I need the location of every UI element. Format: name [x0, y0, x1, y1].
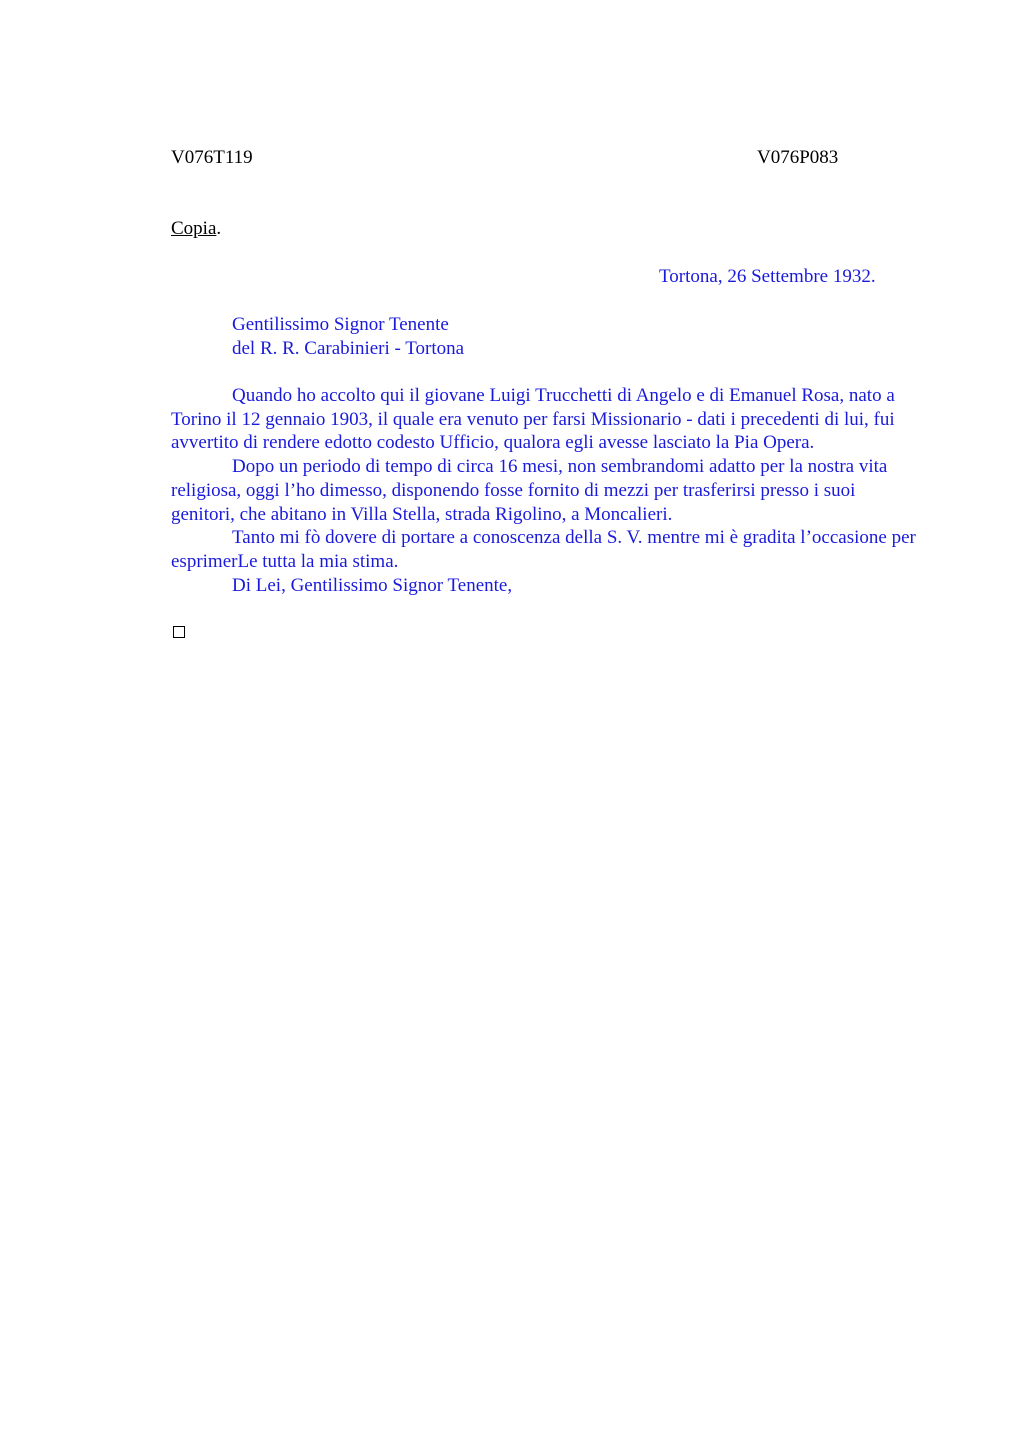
- letter-date: Tortona, 26 Settembre 1932.: [659, 266, 876, 287]
- copy-label: [171, 218, 221, 240]
- address-line-2: del R. R. Carabinieri - Tortona: [232, 338, 465, 359]
- body-paragraph-1: Quando ho accolto qui il giovane Luigi Trucchetti di Angelo e di Emanuel Rosa, nato a Torino il 12 gennaio 1903, il quale era venuto per farsi Missionario - dati i precedenti di lui, fui avvertito di rendere edotto codesto Ufficio, qualora egli avesse lasciato la Pia Opera.: [171, 385, 895, 454]
- empty-square-icon: [173, 626, 185, 638]
- copy-label-punct: .: [216, 218, 222, 239]
- letter-address: [232, 313, 464, 361]
- document-code-left: V076T119: [171, 147, 253, 168]
- body-paragraph-4: Di Lei, Gentilissimo Signor Tenente,: [232, 574, 513, 596]
- body-paragraph-3: Tanto mi fò dovere di portare a conoscenza della S. V. mentre mi è gradita l’occasione per esprimerLe tutta la mia stima.: [171, 527, 916, 572]
- address-line-1: Gentilissimo Signor Tenente: [232, 314, 449, 335]
- document-code-right: V076P083: [757, 147, 839, 168]
- letter-body: [171, 384, 916, 597]
- body-paragraph-2: Dopo un periodo di tempo di circa 16 mesi, non sembrandomi adatto per la nostra vita religiosa, oggi l’ho dimesso, disponendo fosse fornito di mezzi per trasferirsi presso i suoi genitori, che abitano in Villa Stella, strada Rigolino, a Moncalieri.: [171, 456, 888, 525]
- copy-label-word: Copia: [171, 218, 217, 239]
